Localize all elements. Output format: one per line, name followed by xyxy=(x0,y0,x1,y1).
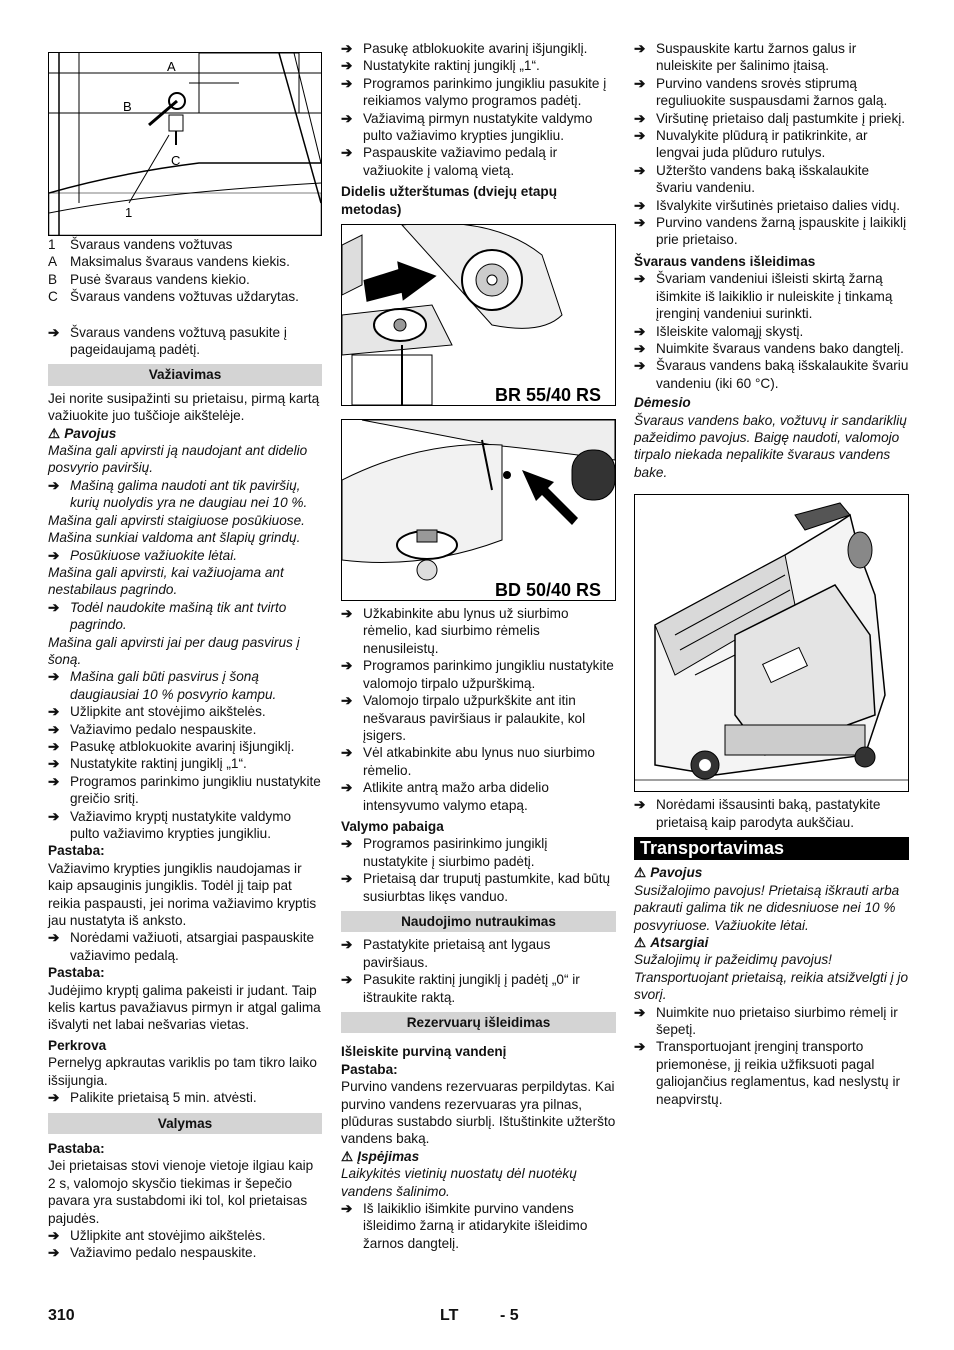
step: ➔ Išleiskite valomąjį skystį. xyxy=(634,323,909,340)
step: ➔ Valomojo tirpalo užpurkškite ant itin nešvaraus paviršiaus ir palaukite, kol įsigers. xyxy=(341,692,616,744)
column-3 xyxy=(634,40,909,1108)
section-heading-shutdown: Naudojimo nutraukimas xyxy=(341,911,616,932)
warning-heading: ⚠ Įspėjimas xyxy=(341,1148,420,1164)
subheading-drain-dirty-water: Išleiskite purviną vandenį xyxy=(341,1044,507,1060)
step: ➔ Suspauskite kartu žarnos galus ir nuleiskite per šalinimo įtaisą. xyxy=(634,40,909,75)
warning-text: Švaraus vandens bako, vožtuvų ir sandariklių pažeidimo pavojus. Baigę naudoti, valomojo tirpalo niekada nepalikite švaraus vandens bake. xyxy=(634,412,907,480)
step: ➔ Mašiną galima naudoti ant tik paviršių, kurių nuolydis yra ne daugiau nei 10 %. xyxy=(48,477,322,512)
fig1-label-c: C xyxy=(171,153,181,168)
step: ➔ Viršutinę prietaiso dalį pastumkite į priekį. xyxy=(634,110,909,127)
figure-legend xyxy=(48,236,322,306)
step: ➔ Paspauskite važiavimo pedalą ir važiuokite į valomą vietą. xyxy=(341,144,616,179)
step: ➔ Užteršto vandens baką išskalaukite švariu vandeniu. xyxy=(634,162,909,197)
step: ➔ Važiavimo pedalo nespauskite. xyxy=(48,721,322,738)
machine-drawing-br xyxy=(342,225,615,405)
warning-heading: Dėmesio xyxy=(634,395,691,411)
warning-text: Sužalojimų ir pažeidimų pavojus! Transportuojant prietaisą, reikia atsižvelgti į jo svorį. xyxy=(634,952,909,1003)
note-heading: Pastaba: xyxy=(48,843,105,859)
subheading-clean-water-drain: Švaraus vandens išleidimas xyxy=(634,253,816,269)
subheading-overload: Perkrova xyxy=(48,1037,107,1053)
step: ➔ Užlipkite ant stovėjimo aikštelės. xyxy=(48,1227,322,1244)
step: ➔ Pastatykite prietaisą ant lygaus paviršiaus. xyxy=(341,936,616,971)
warning-text: Susižalojimo pavojus! Prietaisą iškrauti arba pakrauti galima tik ne didesniuose nei 10 % posvyriuose. Važiuokite lėtai. xyxy=(634,882,900,933)
language-code: LT xyxy=(440,1307,459,1324)
step: ➔ Nuimkite nuo prietaiso siurbimo rėmelį ir šepetį. xyxy=(634,1004,909,1039)
subheading-cleaning-end: Valymo pabaiga xyxy=(341,818,444,834)
step: ➔ Norėdami važiuoti, atsargiai paspauskite važiavimo pedalą. xyxy=(48,929,322,964)
legend-item: B Pusė švaraus vandens kiekio. xyxy=(48,271,250,287)
step: ➔ Iš laikiklio išimkite purvino vandens išleidimo žarną ir atidarykite išleidimo žarnos dangtelį. xyxy=(341,1200,616,1252)
warning-triangle-icon: ⚠ xyxy=(634,865,647,881)
warning-text: Laikykitės vietinių nuostatų dėl nuotėkų vandens šalinimo. xyxy=(341,1166,577,1199)
fig1-label-b: B xyxy=(123,99,132,114)
warning-triangle-icon: ⚠ xyxy=(48,425,61,441)
step: ➔ Pasukę atblokuokite avarinį išjungiklį. xyxy=(341,40,616,57)
figure-label-bd: BD 50/40 RS xyxy=(495,580,602,601)
subheading-heavy-soiling: Didelis užterštumas (dviejų etapų metodas) xyxy=(341,184,558,217)
paragraph: Judėjimo kryptį galima pakeisti ir judant. Taip kelis kartus pavažiavus pirmyn ir atgal galima išvalyti net labai nešvarias vietas. xyxy=(48,982,321,1033)
step: ➔ Programos parinkimo jungikliu nustatykite greičio sritį. xyxy=(48,773,322,808)
step: ➔ Švaraus vandens baką išskalaukite švariu vandeniu (iki 60 °C). xyxy=(634,357,909,392)
step: ➔ Prietaisą dar truputį pastumkite, kad būtų susiurbtas likęs vanduo. xyxy=(341,870,616,905)
step: ➔ Švariam vandeniui išleisti skirtą žarną išimkite iš laikiklio ir nuleiskite į tinkamą įrenginį vandeniui surinkti. xyxy=(634,270,909,322)
section-heading-driving: Važiavimas xyxy=(48,364,322,385)
figure-label-br: BR 55/40 RS xyxy=(495,385,602,406)
step: ➔ Programos parinkimo jungikliu nustatykite valomojo tirpalo užpurškimą. xyxy=(341,657,616,692)
warning-text: Mašina gali apvirsti staigiuose posūkiuose. xyxy=(48,512,305,528)
warning-triangle-icon: ⚠ xyxy=(341,1148,354,1164)
step: ➔ Švaraus vandens vožtuvą pasukite į pageidaujamą padėtį. xyxy=(48,324,322,359)
fig1-label-a: A xyxy=(167,59,176,74)
step: ➔ Nuvalykite plūdurą ir patikrinkite, ar lengvai juda plūduro rutulys. xyxy=(634,127,909,162)
step: ➔ Nuimkite švaraus vandens bako dangtelį. xyxy=(634,340,909,357)
warning-heading: ⚠ Pavojus xyxy=(634,865,703,881)
section-heading-tank-draining: Rezervuarų išleidimas xyxy=(341,1012,616,1033)
step: ➔ Pasukę atblokuokite avarinį išjungiklį. xyxy=(48,738,322,755)
column-1 xyxy=(48,40,322,1262)
step: ➔ Pasukite raktinį jungiklį į padėtį „0“ ir ištraukite raktą. xyxy=(341,971,616,1006)
figure-bd-50-40-rs xyxy=(341,419,616,601)
note-heading: Pastaba: xyxy=(48,965,105,981)
machine-drawing-bd xyxy=(342,420,615,600)
step: ➔ Todėl naudokite mašiną tik ant tvirto pagrindo. xyxy=(48,599,322,634)
step: ➔ Atlikite antrą mažo arba didelio intensyvumo valymo etapą. xyxy=(341,779,616,814)
step: ➔ Užlipkite ant stovėjimo aikštelės. xyxy=(48,703,322,720)
page-number: 310 xyxy=(48,1307,75,1324)
step: ➔ Užkabinkite abu lynus už siurbimo rėmelio, kad siurbimo rėmelis nenusileistų. xyxy=(341,605,616,657)
valve-drawing xyxy=(49,53,321,235)
figure-clean-water-valve xyxy=(48,52,322,236)
warning-heading: ⚠ Atsargiai xyxy=(634,935,709,950)
step: ➔ Nustatykite raktinį jungiklį „1“. xyxy=(48,755,322,772)
step: ➔ Purvino vandens srovės stiprumą reguliuokite suspausdami žarnos galą. xyxy=(634,75,909,110)
paragraph: Jei prietaisas stovi vienoje vietoje ilgiau kaip 2 s, valomojo skysčio tiekimas ir šepečio pavara yra sustabdomi iki tol, kol prietaisas pajudės. xyxy=(48,1158,314,1226)
step: ➔ Nustatykite raktinį jungiklį „1“. xyxy=(341,57,616,74)
paragraph: Purvino vandens rezervuaras perpildytas. Kai purvino vandens rezervuaras yra pilnas, plūduras sustabdo siurblį. Ištuštinkite užteršto vandens baką. xyxy=(341,1079,616,1147)
step: ➔ Važiavimo kryptį nustatykite valdymo pulto važiavimo krypties jungikliu. xyxy=(48,808,322,843)
note-heading: Pastaba: xyxy=(341,1061,398,1077)
step: ➔ Palikite prietaisą 5 min. atvėsti. xyxy=(48,1089,322,1106)
legend-item: 1 Švaraus vandens vožtuvas xyxy=(48,237,233,252)
column-2 xyxy=(341,40,616,1252)
warning-text: Mašina gali apvirsti, kai važiuojama ant nestabilaus pagrindo. xyxy=(48,564,284,598)
step: ➔ Purvino vandens žarną įspauskite į laikiklį prie prietaiso. xyxy=(634,214,909,249)
step: ➔ Išvalykite viršutinės prietaiso dalies vidų. xyxy=(634,197,909,214)
warning-heading: ⚠ Pavojus xyxy=(48,425,117,441)
figure-tank-drying xyxy=(634,494,909,792)
step: ➔ Važiavimo pedalo nespauskite. xyxy=(48,1244,322,1261)
step: ➔ Vėl atkabinkite abu lynus nuo siurbimo rėmelio. xyxy=(341,744,616,779)
paragraph: Jei norite susipažinti su prietaisu, pirmą kartą važiuokite juo tuščioje aikštelėje. xyxy=(48,390,320,424)
paragraph: Pernelyg apkrautas variklis po tam tikro laiko išsijungia. xyxy=(48,1055,317,1088)
step: ➔ Transportuojant įrenginį transporto priemonėse, jį reikia užfiksuoti pagal galiojančius reglamentus, kad neslystų ir neapvirstų. xyxy=(634,1038,909,1108)
sub-page-number: - 5 xyxy=(500,1307,519,1324)
step: ➔ Mašina gali būti pasvirus į šoną daugiausiai 10 % posvyrio kampu. xyxy=(48,668,322,703)
warning-text: Mašina sunkiai valdoma ant šlapių grindų. xyxy=(48,530,301,546)
step: ➔ Važiavimą pirmyn nustatykite valdymo pulto važiavimo krypties jungikliu. xyxy=(341,110,616,145)
step: ➔ Posūkiuose važiuokite lėtai. xyxy=(48,547,322,564)
figure-br-55-40-rs xyxy=(341,224,616,406)
legend-item: C Švaraus vandens vožtuvas uždarytas. xyxy=(48,289,299,305)
note-heading: Pastaba: xyxy=(48,1140,105,1156)
section-heading-transport: Transportavimas xyxy=(634,837,909,860)
step: ➔ Programos parinkimo jungikliu pasukite į reikiamos valymo programos padėtį. xyxy=(341,75,616,110)
fig1-label-1: 1 xyxy=(125,205,133,220)
warning-text: Mašina gali apvirsti jai per daug pasvirus į šoną. xyxy=(48,634,300,667)
paragraph: Važiavimo krypties jungiklis naudojamas ir kaip apsauginis jungiklis. Todėl jį taip pat reikia paspausti, jei norima važiavimo kryptis jau nustatyta iš anksto. xyxy=(48,860,317,929)
legend-item: A Maksimalus švaraus vandens kiekis. xyxy=(48,254,290,270)
step: ➔ Norėdami išsausinti baką, pastatykite prietaisą kaip parodyta aukščiau. xyxy=(634,796,909,831)
step: ➔ Programos pasirinkimo jungiklį nustatykite į siurbimo padėtį. xyxy=(341,835,616,870)
machine-tilted-drawing xyxy=(635,495,908,791)
warning-triangle-icon: ⚠ xyxy=(634,935,647,950)
section-heading-cleaning: Valymas xyxy=(48,1113,322,1134)
warning-text: Mašina gali apvirsti ją naudojant ant didelio posvyrio paviršių. xyxy=(48,443,308,476)
